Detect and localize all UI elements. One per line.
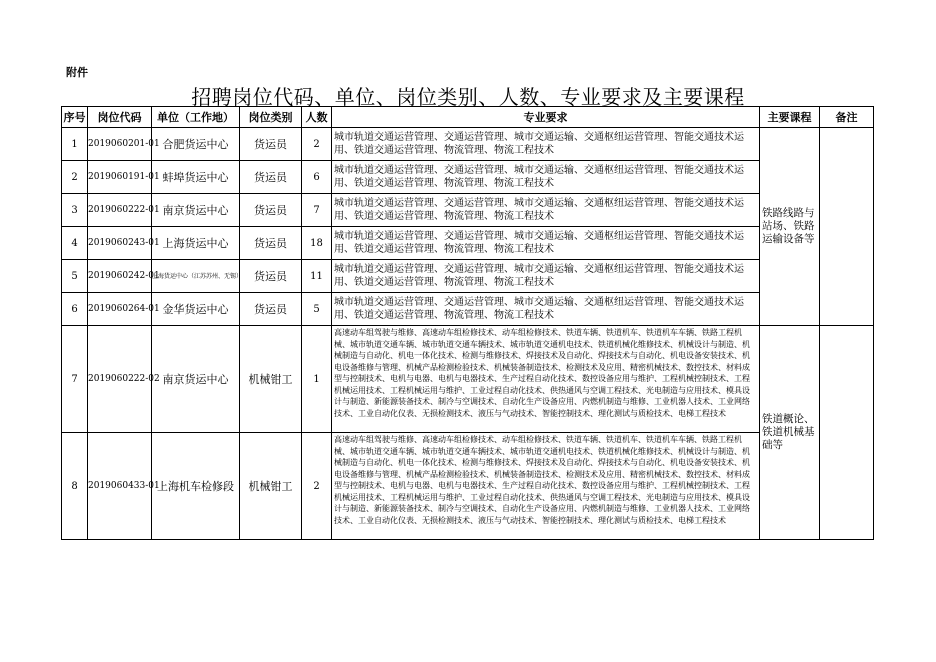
header-code: 岗位代码 [88, 107, 152, 128]
cell-type: 机械钳工 [240, 433, 302, 540]
cell-no: 7 [62, 326, 88, 433]
table-row [62, 128, 874, 161]
header-major: 专业要求 [332, 107, 760, 128]
cell-count: 11 [302, 260, 332, 293]
cell-remarks-group-1 [820, 128, 874, 326]
cell-major: 高速动车组驾驶与维修、高速动车组检修技术、动车组检修技术、铁道车辆、铁道机车、铁道机车车辆、铁路工程机械、城市轨道交通车辆、城市轨道交通车辆技术、城市轨道交通机电技术、铁道机械化维修技术、机械设计与制造、机械制造与自动化、机电一体化技术、检测与维修技术、焊接技术及自动化、焊接技术与自动化、机电设备安装技术、机电设备维修与管理、机械产品检测检验技术、机械装备制造技术、检测技术及应用、精密机械技术、数控技术、材料成型与控制技术、电机与电器、电机与电器技术、生产过程自动化技术、数控设备应用与维护、工程机械控制技术、工程机械运用技术、工程机械运用与维护、工业过程自动化技术、供热通风与空调工程技术、光电制造与应用技术、模具设计与制造、新能源装备技术、制冷与空调技术、自动化生产设备应用、内燃机制造与维修、工业机器人技术、工业网络技术、工业自动化仪表、无损检测技术、液压与气动技术、智能控制技术、理化测试与质检技术、电梯工程技术 [332, 326, 760, 433]
table-row [62, 161, 874, 194]
cell-no: 3 [62, 194, 88, 227]
cell-major: 城市轨道交通运营管理、交通运营管理、城市交通运输、交通枢纽运营管理、智能交通技术运用、铁道交通运营管理、物流管理、物流工程技术 [332, 227, 760, 260]
cell-type: 货运员 [240, 293, 302, 326]
cell-courses-group-2: 铁道概论、铁道机械基础等 [760, 326, 820, 540]
cell-code: 2019060201-01 [88, 128, 152, 161]
cell-count: 1 [302, 326, 332, 433]
header-courses: 主要课程 [760, 107, 820, 128]
cell-count: 2 [302, 128, 332, 161]
cell-code: 2019060243-01 [88, 227, 152, 260]
cell-unit: 合肥货运中心 [152, 128, 240, 161]
cell-unit: 上海货运中心（江苏苏州、无锡） [152, 260, 240, 293]
page-title: 招聘岗位代码、单位、岗位类别、人数、专业要求及主要课程 [191, 85, 745, 109]
cell-courses-group-1: 铁路线路与站场、铁路运输设备等 [760, 128, 820, 326]
cell-type: 货运员 [240, 260, 302, 293]
attachment-label: 附件 [66, 66, 88, 79]
cell-major: 城市轨道交通运营管理、交通运营管理、城市交通运输、交通枢纽运营管理、智能交通技术运用、铁道交通运营管理、物流管理、物流工程技术 [332, 161, 760, 194]
cell-type: 货运员 [240, 227, 302, 260]
cell-no: 1 [62, 128, 88, 161]
cell-no: 6 [62, 293, 88, 326]
cell-count: 2 [302, 433, 332, 540]
cell-code: 2019060191-01 [88, 161, 152, 194]
cell-unit: 南京货运中心 [152, 194, 240, 227]
cell-major: 城市轨道交通运营管理、交通运营管理、城市交通运输、交通枢纽运营管理、智能交通技术运用、铁道交通运营管理、物流管理、物流工程技术 [332, 194, 760, 227]
cell-type: 机械钳工 [240, 326, 302, 433]
cell-no: 2 [62, 161, 88, 194]
header-row [62, 107, 874, 128]
table-row [62, 260, 874, 293]
table-row [62, 433, 874, 540]
cell-no: 4 [62, 227, 88, 260]
header-count: 人数 [302, 107, 332, 128]
cell-major: 城市轨道交通运营管理、交通运营管理、城市交通运输、交通枢纽运营管理、智能交通技术运用、铁道交通运营管理、物流管理、物流工程技术 [332, 293, 760, 326]
cell-unit: 蚌埠货运中心 [152, 161, 240, 194]
cell-no: 8 [62, 433, 88, 540]
cell-unit: 上海货运中心 [152, 227, 240, 260]
cell-code: 2019060264-01 [88, 293, 152, 326]
cell-type: 货运员 [240, 161, 302, 194]
cell-count: 7 [302, 194, 332, 227]
cell-count: 18 [302, 227, 332, 260]
cell-code: 2019060222-01 [88, 194, 152, 227]
header-unit: 单位（工作地） [152, 107, 240, 128]
cell-code: 2019060242-01 [88, 260, 152, 293]
cell-count: 5 [302, 293, 332, 326]
cell-major: 城市轨道交通运营管理、交通运营管理、城市交通运输、交通枢纽运营管理、智能交通技术运用、铁道交通运营管理、物流管理、物流工程技术 [332, 128, 760, 161]
cell-major: 高速动车组驾驶与维修、高速动车组检修技术、动车组检修技术、铁道车辆、铁道机车、铁道机车车辆、铁路工程机械、城市轨道交通车辆、城市轨道交通车辆技术、城市轨道交通机电技术、铁道机械化维修技术、机械设计与制造、机械制造与自动化、机电一体化技术、检测与维修技术、焊接技术及自动化、焊接技术与自动化、机电设备安装技术、机电设备维修与管理、机械产品检测检验技术、机械装备制造技术、检测技术及应用、精密机械技术、数控技术、材料成型与控制技术、电机与电器、电机与电器技术、生产过程自动化技术、数控设备应用与维护、工程机械控制技术、工程机械运用技术、工程机械运用与维护、工业过程自动化技术、供热通风与空调工程技术、光电制造与应用技术、模具设计与制造、新能源装备技术、制冷与空调技术、自动化生产设备应用、内燃机制造与维修、工业机器人技术、工业网络技术、工业自动化仪表、无损检测技术、液压与气动技术、智能控制技术、理化测试与质检技术、电梯工程技术 [332, 433, 760, 540]
recruitment-table [61, 106, 874, 540]
cell-unit: 南京货运中心 [152, 326, 240, 433]
cell-type: 货运员 [240, 128, 302, 161]
cell-count: 6 [302, 161, 332, 194]
table-row [62, 194, 874, 227]
cell-type: 货运员 [240, 194, 302, 227]
header-type: 岗位类别 [240, 107, 302, 128]
cell-unit: 上海机车检修段 [152, 433, 240, 540]
cell-code: 2019060222-02 [88, 326, 152, 433]
header-no: 序号 [62, 107, 88, 128]
table-row [62, 293, 874, 326]
cell-remarks-group-2 [820, 326, 874, 540]
table-row [62, 326, 874, 433]
cell-major: 城市轨道交通运营管理、交通运营管理、城市交通运输、交通枢纽运营管理、智能交通技术运用、铁道交通运营管理、物流管理、物流工程技术 [332, 260, 760, 293]
cell-code: 2019060433-01 [88, 433, 152, 540]
cell-no: 5 [62, 260, 88, 293]
cell-unit: 金华货运中心 [152, 293, 240, 326]
table-row [62, 227, 874, 260]
header-remarks: 备注 [820, 107, 874, 128]
